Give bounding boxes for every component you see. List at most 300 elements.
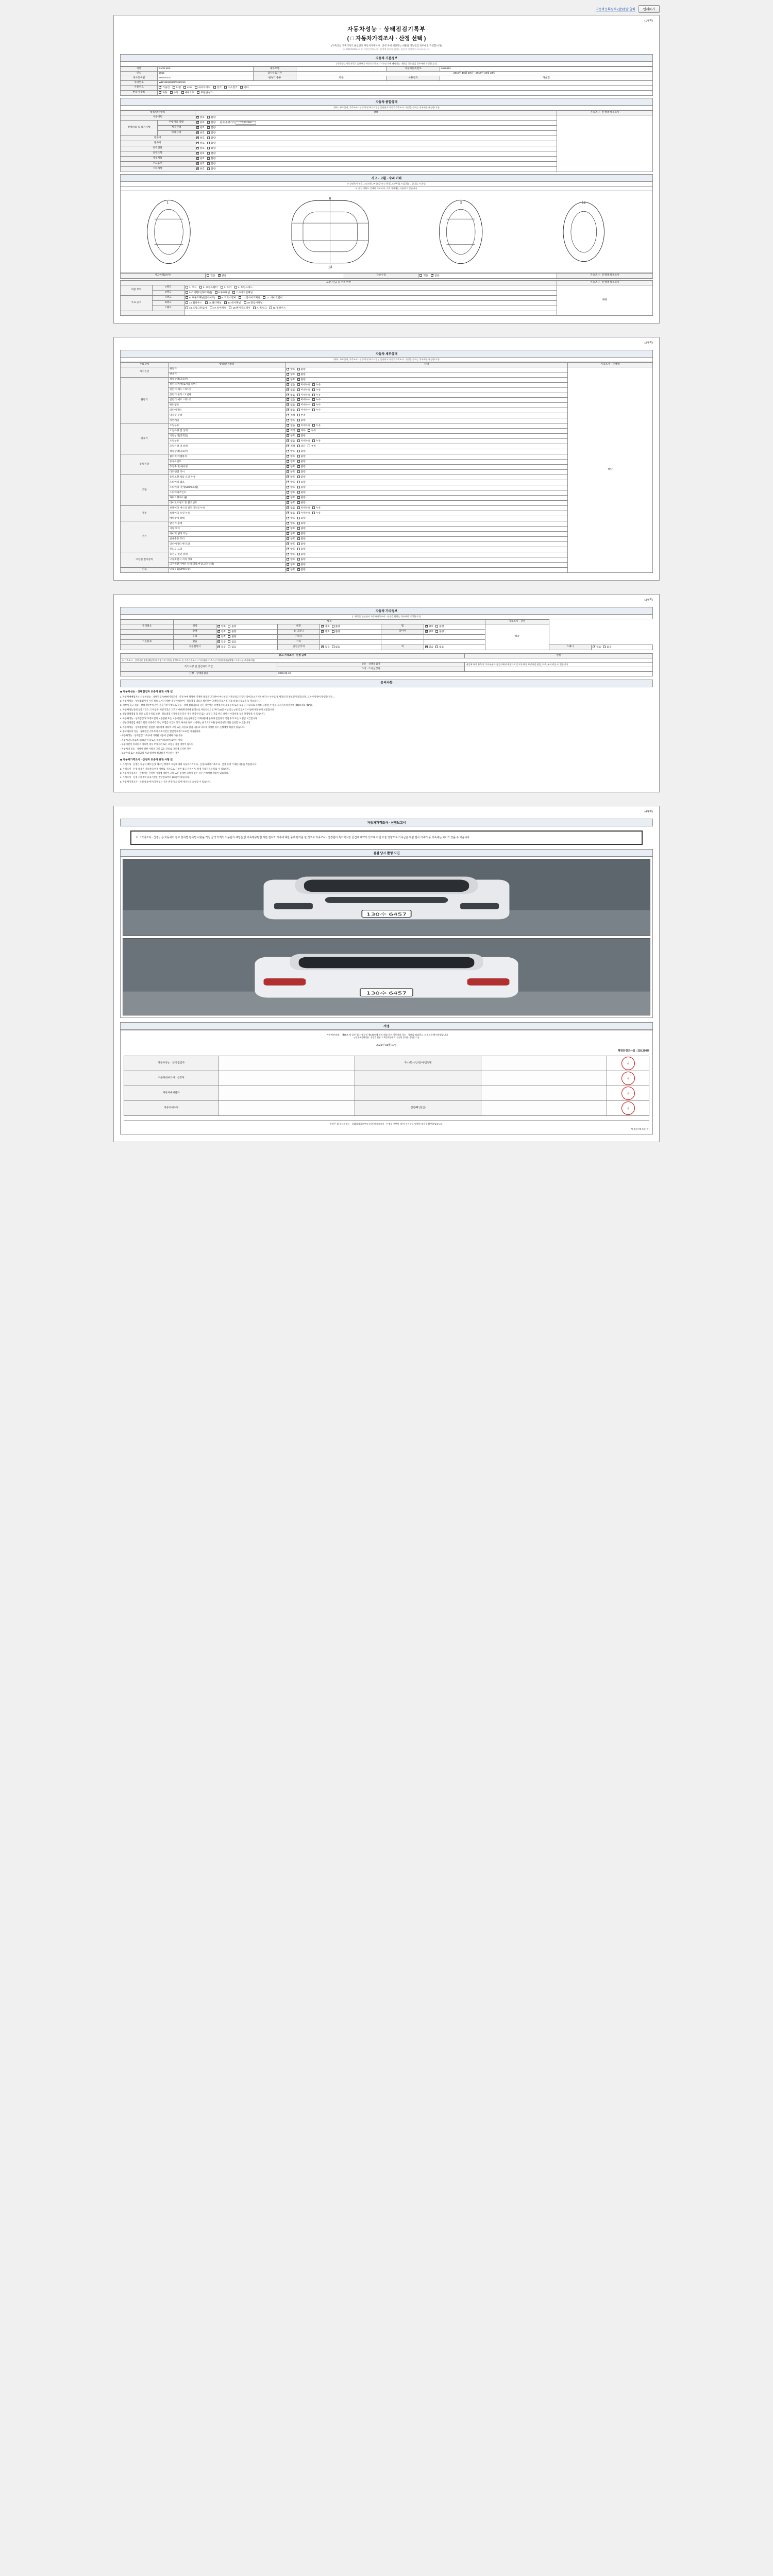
detail-item-label: 변속기: [168, 372, 285, 377]
other-opt-1[interactable]: 없음: [228, 640, 236, 644]
section-condition-note: (매도, 주요골격, 가죽조사 · 산정액 및 특가사업성 둘산단지 자동차가죽조사 · 산정을 원하는 경우에만 작성합니다): [120, 106, 653, 110]
detail-opt-0[interactable]: ✔ 적정: [287, 414, 295, 417]
detail-opt-0[interactable]: ✔ 양호: [287, 563, 295, 567]
detail-opt-1[interactable]: 불량: [297, 368, 306, 371]
other-opt-0[interactable]: ✔ 양호: [321, 625, 329, 629]
frame-items-3: [184, 300, 557, 306]
fuel-opt-0[interactable]: ✔ 가솔린: [159, 86, 170, 90]
detail-opt-0[interactable]: ✔ 양호: [287, 476, 295, 479]
instruction-bullet-1: ◦ 자동차인도일로부터 30일 이내 또는 주행거리 2천킬로미터 이내: [120, 738, 182, 741]
detail-item-label: 등속조인트: [168, 460, 285, 465]
detail-item-label: 시동 모터: [168, 527, 285, 532]
other-opt-0[interactable]: ✔ 있음: [321, 646, 329, 649]
detail-opt-0[interactable]: ✔ 적정: [287, 445, 295, 448]
detail-opt-1[interactable]: 불량: [297, 419, 306, 422]
cond-1-opt-1[interactable]: 불량: [207, 121, 215, 125]
fuel-opt-3[interactable]: 하이브리드: [195, 86, 210, 90]
price-title: 중고 가격조사 · 산정 금액: [121, 653, 465, 658]
other-opt-1[interactable]: 불량: [228, 625, 236, 629]
other-opt-1[interactable]: 없음: [332, 646, 340, 649]
accident-opt-no[interactable]: ✔ 없음: [218, 274, 226, 278]
cond-10-opt-0[interactable]: ✔ 양호: [196, 167, 205, 171]
detail-opt-1[interactable]: 미세누유: [297, 394, 311, 397]
repair-opt-yes[interactable]: 있음: [419, 274, 428, 278]
frame-item-0-1[interactable]: 2. 프론트휀더: [199, 286, 218, 290]
detail-opt-0[interactable]: ✔ 양호: [287, 419, 295, 422]
detail-opt-0[interactable]: ✔ 양호: [287, 558, 295, 562]
detail-opt-1[interactable]: 미세누유: [297, 512, 311, 515]
frame-extra-cell: [184, 311, 557, 315]
trans-opt-1[interactable]: 수동: [170, 91, 178, 95]
other-head-0: [121, 619, 174, 624]
signature-box: [120, 1030, 653, 1134]
other-opt-1[interactable]: 불량: [435, 630, 444, 634]
detail-opt-1[interactable]: 불량: [297, 465, 306, 469]
cond-4-opt-1[interactable]: 불량: [207, 137, 215, 140]
other-cell-options: [320, 645, 381, 650]
cond-10-opt-1[interactable]: 불량: [207, 167, 215, 171]
signature-text: 「자동차관리법」 제58조 및 같은 법 시행규칙 제120조에 따라 위와 같이 자동차의 성능 · 상태를 점검하고 그 결과를 확인하였습니다.: [324, 1033, 449, 1037]
detail-opt-1[interactable]: 불량: [297, 548, 306, 551]
instruction-item-2-3: 4. 가격조사 · 산정 기록부의 유효기간은 발급일로부터 120일 이내입니다.: [120, 776, 190, 779]
cond-3-opt-1[interactable]: 불량: [207, 131, 215, 135]
cond-0-opt-1[interactable]: 불량: [207, 116, 215, 120]
fuel-opt-2[interactable]: LPG: [183, 86, 192, 90]
repair-opt-no[interactable]: ✔ 없음: [431, 274, 439, 278]
fuel-options: [158, 85, 653, 90]
detail-opt-1[interactable]: 불량: [297, 486, 306, 489]
detail-opt-0[interactable]: ✔ 양호: [287, 460, 295, 464]
other-opt-1[interactable]: 불량: [435, 625, 444, 629]
detail-opt-0[interactable]: ✔ 양호: [287, 532, 295, 536]
detail-opt-0[interactable]: ✔ 없음: [287, 424, 295, 428]
instruction-bullet-2: ◦ 보증기간이 경과하지 아니한 경우 무상수리 또는 보험금 지급 대상이 됩니다: [120, 743, 194, 746]
cond-row-1-label: 주행거리 상태: [158, 120, 195, 125]
detail-opt-1[interactable]: 미세누유: [297, 388, 311, 392]
other-opt-1[interactable]: 불량: [228, 630, 236, 634]
basic-info-table: [120, 66, 653, 96]
label-inspection: 검사유효기간: [254, 71, 296, 76]
instruction-item-2-1: 2. 가격조사 · 산정 내용은 자동차의 현재 상태를 기준으로 산정한 참고 가격이며, 실제 거래가격과 다를 수 있습니다.: [120, 767, 230, 770]
signature-name-field[interactable]: [219, 1071, 355, 1086]
other-opt-0[interactable]: ✔ 있음: [593, 646, 601, 649]
detail-opt-0[interactable]: ✔ 양호: [287, 496, 295, 500]
frame-item-1-2[interactable]: 7.사이드실패널: [232, 291, 253, 295]
detail-opt-0[interactable]: ✔ 양호: [287, 553, 295, 556]
instruction-item-2-2: 3. 자동차가격조사 · 산정자는 산정한 가격에 대하여 고의 또는 중대한 과실이 있는 경우 손해배상 책임이 있습니다.: [120, 772, 229, 775]
detail-opt-1[interactable]: 불량: [297, 491, 306, 495]
detail-item-label: 실린더 헤드 / 개스킷: [168, 398, 285, 403]
other-opt-0[interactable]: ✔ 양호: [217, 630, 226, 634]
frame-item-3-0[interactable]: 12.휠하우스: [186, 301, 202, 305]
frame-item-4-1[interactable]: 17.리어패널: [210, 307, 226, 310]
detail-opt-2[interactable]: 누유: [312, 383, 321, 387]
signature-sub-label: [355, 1086, 481, 1101]
frame-item-0-2[interactable]: 3. 도어: [221, 286, 232, 290]
cond-9-opt-1[interactable]: 불량: [207, 162, 215, 166]
trans-opt-0[interactable]: ✔ 자동: [159, 91, 167, 95]
detail-opt-1[interactable]: 불량: [297, 470, 306, 474]
detail-item-label: 디퍼렌셜 기어: [168, 470, 285, 475]
cond-row-9-label: 주요옵션: [121, 161, 195, 166]
instructions-h2: ◈ 자동차가격조사 · 산정자 보증에 관한 사항 ②: [120, 758, 173, 761]
detail-item-options: [285, 382, 568, 387]
photo-front: [123, 859, 650, 936]
detail-opt-2[interactable]: 누유: [312, 388, 321, 392]
fuel-opt-6[interactable]: 기타: [240, 86, 248, 90]
detail-opt-0[interactable]: ✔ 양호: [287, 470, 295, 474]
detail-opt-0[interactable]: ✔ 양호: [287, 568, 295, 572]
cond-8-opt-1[interactable]: 불량: [207, 157, 215, 161]
detail-item-options: [285, 527, 568, 532]
other-cell-label: 타이어: [381, 629, 424, 634]
detail-opt-0[interactable]: ✔ 양호: [287, 543, 295, 546]
other-cell-options: [424, 624, 485, 629]
detail-opt-0[interactable]: ✔ 양호: [287, 481, 295, 484]
cond-6-opt-0[interactable]: ✔ 양호: [196, 147, 205, 150]
other-cell-options: [320, 624, 381, 629]
detail-opt-0[interactable]: ✔ 없음: [287, 409, 295, 412]
page-4: [113, 806, 660, 1142]
detail-opt-1[interactable]: 불량: [297, 476, 306, 479]
detail-opt-2[interactable]: 누유: [312, 506, 321, 510]
detail-opt-1[interactable]: 불량: [297, 527, 306, 531]
frame-repair-table: [120, 280, 653, 316]
other-body: [121, 624, 653, 650]
detail-opt-0[interactable]: ✔ 없음: [287, 394, 295, 397]
other-row-label: [121, 645, 174, 650]
detail-opt-1[interactable]: 불량: [297, 501, 306, 505]
detail-opt-0[interactable]: ✔ 양호: [287, 517, 295, 520]
accident-history-label: 사고이력(유/무): [121, 273, 206, 278]
other-cell-label: 없음: [174, 639, 216, 645]
detail-opt-0[interactable]: ✔ 양호: [287, 486, 295, 489]
section-detail-note: (매도, 주요골격, 가죽조사 · 산정액 및 특가사업성 둘산단지 자동차가죽조사 · 산정을 원하는 경우에만 작성합니다): [120, 358, 653, 362]
cond-5-opt-1[interactable]: 불량: [207, 142, 215, 145]
detail-opt-1[interactable]: 불량: [297, 563, 306, 567]
mileage-value[interactable]: 77,231 km: [236, 121, 256, 125]
other-opt-1[interactable]: 없음: [228, 646, 236, 649]
detail-opt-1[interactable]: 불량: [297, 537, 306, 541]
cond-row-1-group: 전체차의 및 특기사항: [121, 120, 158, 135]
detail-opt-1[interactable]: 미세누수: [297, 398, 311, 402]
frame-item-4-4[interactable]: B. 휠하우스: [270, 307, 285, 310]
cond-7-opt-0[interactable]: ✔ 양호: [196, 152, 205, 156]
detail-opt-1[interactable]: 불량: [297, 558, 306, 562]
detail-opt-1[interactable]: 불량: [297, 496, 306, 500]
detail-opt-0[interactable]: ✔ 양호: [287, 455, 295, 459]
detail-opt-0[interactable]: ✔ 적정: [287, 429, 295, 433]
detail-opt-1[interactable]: 미세누유: [297, 383, 311, 387]
detail-opt-0[interactable]: ✔ 양호: [287, 434, 295, 438]
accident-opt-yes[interactable]: 있음: [207, 274, 215, 278]
detail-opt-0[interactable]: ✔ 없음: [287, 439, 295, 443]
other-opt-1[interactable]: 없음: [435, 646, 444, 649]
frame-item-2-2[interactable]: 10.인사이드패널: [239, 296, 260, 300]
section-other-note: (□ 항목은 둘산단지 자동차가죽조사 · 산정을 원하는 경우에만 작성합니다): [120, 615, 653, 619]
other-cell-options: [592, 645, 653, 650]
cond-6-opt-1[interactable]: 불량: [207, 147, 215, 150]
detail-opt-2[interactable]: 누유: [312, 424, 321, 428]
detail-opt-2[interactable]: 누유: [312, 394, 321, 397]
detail-opt-0[interactable]: ✔ 양호: [287, 465, 295, 469]
signature-name-field[interactable]: [219, 1101, 355, 1116]
mileage-label: 현재 주행거리: [220, 121, 235, 124]
detail-opt-0[interactable]: ✔ 양호: [287, 450, 295, 453]
detail-opt-1[interactable]: 불량: [297, 522, 306, 526]
frame-item-2-3[interactable]: 11. 사이드멤버: [263, 296, 282, 300]
frame-rank-2: A랭크: [152, 295, 184, 300]
detail-group-3: 동력전달: [121, 454, 169, 475]
instruction-item-1-1: 2. 자동차성능 · 상태점검자가 거짓 정보 고지(기재)한 경우에 대하여 · 성능점검 내용을 확인하여 고객의 정보거짓 정보 보장/지급보험 등 적용합니다.: [120, 699, 261, 702]
trans-opt-3[interactable]: 무단변속기: [197, 91, 212, 95]
frame-item-2-0[interactable]: 8. 프론트패널(인사이드): [186, 296, 215, 300]
other-opt-1[interactable]: 불량: [332, 630, 340, 634]
other-opt-0[interactable]: ✔ 양호: [321, 630, 329, 634]
detail-opt-1[interactable]: 불량: [297, 481, 306, 484]
cond-row-6-label: 동력전달: [121, 146, 195, 151]
other-row-label: 기본품목: [121, 639, 174, 645]
price-left-label: 특기사항 및 점검자의 조언: [121, 663, 277, 672]
cond-row-1-opts: [195, 120, 557, 125]
other-cell-options: [216, 645, 277, 650]
frame-item-1-1[interactable]: 6.루프패널: [215, 291, 230, 295]
detail-item-options: [285, 460, 568, 465]
report-framebox: ※ 「가죽조사 · 산정」은 자동차가 정보 항목별 항목별 사항을 적정 금액 가격적 적용문의 해당은 값 가죽제공방법 라한 절차와 가죽에 대한 중개 평가를 한 것으로 가죽조사 · 산정한다 특가학식당 물건에 계약의 있으며 다만 기술 영향으로 가죽금은 부담 절차 가죽가 등 가죽에는 차이가 있을 수 있습니다.: [130, 831, 643, 845]
detail-item-options: [285, 398, 568, 403]
price-unit: 만원: [465, 653, 653, 658]
detail-item-options: [285, 429, 568, 434]
frame-item-0-0[interactable]: 1. 후드: [186, 286, 197, 290]
signature-sub-field[interactable]: [481, 1086, 607, 1101]
fuel-opt-4[interactable]: 전기: [213, 86, 222, 90]
detail-opt-0[interactable]: ✔ 없음: [287, 398, 295, 402]
detail-opt-1[interactable]: 불량: [297, 460, 306, 464]
detail-item-label: 충전구 절연 상태: [168, 552, 285, 557]
detail-opt-0[interactable]: ✔ 양호: [287, 537, 295, 541]
frame-extra-label: [121, 311, 184, 315]
other-cell-label: 유리: [174, 634, 216, 639]
detail-group-8: 연료: [121, 567, 169, 572]
detail-opt-2[interactable]: 누수: [312, 403, 321, 407]
other-opt-0[interactable]: ✔ 있음: [425, 646, 433, 649]
fuel-opt-5[interactable]: 수소전기: [224, 86, 238, 90]
detail-opt-2[interactable]: 부족: [308, 429, 316, 433]
cond-8-opt-0[interactable]: ✔ 양호: [196, 157, 205, 161]
other-opt-0[interactable]: ✔ 있음: [217, 646, 226, 649]
photo-rear: [123, 938, 650, 1015]
detail-opt-0[interactable]: ✔ 없음: [287, 388, 295, 392]
detail-opt-0[interactable]: ✔ 없음: [287, 512, 295, 515]
other-cell-label: 스패너: [549, 645, 592, 650]
page-3-mark: (3/4쪽): [644, 598, 653, 602]
cond-7-opt-1[interactable]: 불량: [207, 152, 215, 156]
detail-opt-0[interactable]: ✔ 양호: [287, 373, 295, 377]
section-other-title: 자동차 기타정보: [120, 607, 653, 615]
seal-icon: 인: [621, 1072, 635, 1085]
cond-4-opt-0[interactable]: ✔ 양호: [196, 137, 205, 140]
label-first-reg: 최초등록일: [121, 76, 158, 80]
frame-rank-1: 2랭크: [152, 290, 184, 295]
price-date-value: 2026-03-10: [277, 672, 652, 676]
detail-item-options: [285, 562, 568, 567]
signature-name-field[interactable]: [219, 1056, 355, 1071]
instruction-item-1-4: 5. 성능상태점검 및 보증 보험 수리를 보장 · 성능점검 기재내용과 다른 경우 보증수리 또는 보험금 지급 한도 내에서 수리비용 등을 보장받을 수 있습니다.: [120, 713, 265, 716]
section-accident-title: 사고 · 교환 · 수리 이력: [120, 174, 653, 182]
other-opt-0[interactable]: ✔ 양호: [217, 625, 226, 629]
detail-opt-1[interactable]: 미세누수: [297, 409, 311, 412]
signature-sub-field[interactable]: [481, 1056, 607, 1071]
detail-opt-2[interactable]: 부족: [308, 445, 316, 448]
detail-opt-1[interactable]: 불량: [297, 543, 306, 546]
signature-sub-field[interactable]: [481, 1071, 607, 1086]
cond-3-opt-0[interactable]: ✔ 양호: [196, 131, 205, 135]
other-opt-1[interactable]: 없음: [603, 646, 611, 649]
detail-opt-0[interactable]: ✔ 양호: [287, 548, 295, 551]
frame-item-0-3[interactable]: 4. 트렁크리드: [234, 286, 253, 290]
detail-opt-1[interactable]: 과다: [297, 429, 306, 433]
price-table: [120, 653, 653, 676]
frame-item-2-1[interactable]: 9. 크로스멤버: [218, 296, 237, 300]
frame-item-3-3[interactable]: 15.플로어패널: [244, 301, 263, 305]
signature-name-field[interactable]: [219, 1086, 355, 1101]
detail-opt-0[interactable]: ✔ 양호: [287, 522, 295, 526]
detail-opt-2[interactable]: 누수: [312, 409, 321, 412]
detail-opt-0[interactable]: ✔ 없음: [287, 403, 295, 407]
trans-opt-2[interactable]: 세미오토: [181, 91, 195, 95]
frame-item-3-2[interactable]: 14.대시패널: [224, 301, 241, 305]
detail-opt-1[interactable]: 불량: [297, 532, 306, 536]
cond-9-opt-0[interactable]: ✔ 양호: [196, 162, 205, 166]
detail-item-label: 오일유량 및 상태: [168, 429, 285, 434]
label-carname: 차명: [121, 67, 158, 72]
detail-item-label: 브레이크 마스터 실린더오일 누유: [168, 506, 285, 511]
signature-note: (□상품조정확인용 · 산정을 원한 그 확인하였다고 · 산정한 결과를 기록합니다): [354, 1037, 419, 1039]
detail-item-options: [285, 418, 568, 423]
other-opt-0[interactable]: ✔ 있음: [217, 640, 226, 644]
cond-row-3-opts: [195, 130, 557, 135]
detail-item-options: [285, 413, 568, 418]
detail-opt-1[interactable]: 불량: [297, 373, 306, 377]
label-year: 연식: [121, 71, 158, 76]
detail-opt-1[interactable]: 미세누수: [297, 403, 311, 407]
detail-table: [120, 362, 653, 573]
cond-1-opt-0[interactable]: ✔ 양호: [196, 121, 205, 125]
detail-opt-2[interactable]: 누유: [312, 439, 321, 443]
detail-group-1: 원동기: [121, 377, 169, 423]
other-row: [121, 634, 653, 639]
cond-row-9-opts: [195, 161, 557, 166]
detail-opt-0[interactable]: ✔ 양호: [287, 491, 295, 495]
frame-item-4-3[interactable]: A. 트렁크: [253, 307, 267, 310]
frame-items-2: [184, 295, 557, 300]
detail-item-options: [285, 475, 568, 480]
detail-opt-1[interactable]: 미세누유: [297, 506, 311, 510]
page-3: [113, 594, 660, 792]
other-row: [121, 639, 653, 645]
detail-opt-2[interactable]: 누수: [312, 398, 321, 402]
page-1-mark: (1/4쪽): [644, 20, 653, 23]
detail-item-label: 배력장치 상태: [168, 516, 285, 521]
detail-opt-0[interactable]: ✔ 양호: [287, 378, 295, 382]
detail-item-label: 실린더 커버(로커암 커버): [168, 382, 285, 387]
frame-item-3-1[interactable]: 13.필러패널: [205, 301, 222, 305]
cond-5-opt-0[interactable]: ✔ 양호: [196, 142, 205, 145]
signature-sub-field[interactable]: [481, 1101, 607, 1116]
frame-item-4-0[interactable]: 16.트렁크플로어: [186, 307, 207, 310]
cond-2-opt-1[interactable]: 불량: [207, 126, 215, 130]
other-cell-options: [320, 634, 381, 639]
signature-row: [124, 1071, 649, 1086]
detail-item-options: [285, 434, 568, 439]
other-opt-0[interactable]: ✔ 양호: [217, 635, 226, 639]
detail-opt-0[interactable]: ✔ 없음: [287, 506, 295, 510]
detail-opt-0[interactable]: ✔ 양호: [287, 501, 295, 505]
detail-opt-1[interactable]: 불량: [297, 455, 306, 459]
detail-opt-1[interactable]: 부족: [297, 414, 306, 417]
frame-item-1-0[interactable]: 5.리어휀더(쿼터패널): [186, 291, 212, 295]
other-opt-1[interactable]: 불량: [332, 625, 340, 629]
signature-sub-label: 점검/확인/(인): [355, 1101, 481, 1116]
detail-item-options: [285, 521, 568, 527]
detail-opt-0[interactable]: ✔ 없음: [287, 383, 295, 387]
detail-item-label: 타이로드엔드 및 볼조인트: [168, 501, 285, 506]
other-cell-label: 외장: [174, 624, 216, 629]
detail-opt-1[interactable]: 과다: [297, 445, 306, 448]
other-opt-0[interactable]: ✔ 양호: [425, 625, 433, 629]
detail-opt-1[interactable]: 불량: [297, 434, 306, 438]
value-first-reg: 2015-02-27: [158, 76, 254, 80]
other-opt-1[interactable]: 불량: [228, 635, 236, 639]
detail-opt-1[interactable]: 불량: [297, 517, 306, 520]
fee-row: [124, 1049, 649, 1053]
cond-2-opt-0[interactable]: ✔ 양호: [196, 126, 205, 130]
section-accident-note1: ※ 상태표시 부호 : X (교환), W (판금 또는 용접), C (부식), A (긁힘), U (요철), T (손상): [120, 182, 653, 187]
detail-group-0: 자기진단: [121, 367, 169, 377]
detail-opt-1[interactable]: 불량: [297, 553, 306, 556]
other-opt-0[interactable]: ✔ 양호: [425, 630, 433, 634]
detail-opt-0[interactable]: ✔ 양호: [287, 527, 295, 531]
detail-item-options: [285, 496, 568, 501]
other-row-label: [121, 634, 174, 639]
value-submodel: [296, 67, 386, 72]
doc-footnote: ※ 2068쪽0045 호 ※ 차량인상단소서 · 산정액 항산정 법에는 점검 후 항목만의 아니다습니다.: [343, 48, 430, 50]
detail-item-options: [285, 393, 568, 398]
instruction-bullet-3: ◦ 자동차의 성능 · 상태에 관한 사항을 고의 또는 과실로 다르게 고지한 경우: [120, 747, 191, 750]
detail-opt-1[interactable]: 미세누유: [297, 439, 311, 443]
detail-opt-1[interactable]: 불량: [297, 378, 306, 382]
detail-opt-1[interactable]: 불량: [297, 568, 306, 572]
detail-item-label: 동력조향 작동 오일 누유: [168, 475, 285, 480]
other-cell-label: 광택: [174, 629, 216, 634]
fuel-opt-1[interactable]: 디젤: [173, 86, 181, 90]
toolbar: [113, 5, 660, 13]
registry-link[interactable]: 자동차등록원부 (갑)열람 출력: [595, 8, 635, 11]
detail-opt-1[interactable]: 불량: [297, 450, 306, 453]
detail-item-options: [285, 516, 568, 521]
detail-opt-1[interactable]: 미세누유: [297, 424, 311, 428]
detail-opt-2[interactable]: 누유: [312, 512, 321, 515]
instruction-bullet-4: ◦ 보증수리 또는 보험금의 지급 대상에 해당하지 아니하는 경우: [120, 752, 179, 755]
price-row-1-label: 가격 · 조사산정자: [277, 667, 465, 672]
detail-item-label: 브레이크 오일 누유: [168, 511, 285, 516]
detail-item-options: [285, 449, 568, 454]
print-button[interactable]: 인쇄하기: [638, 5, 660, 13]
detail-opt-0[interactable]: ✔ 양호: [287, 368, 295, 371]
other-row: [121, 624, 653, 629]
cond-0-opt-0[interactable]: ✔ 양호: [196, 116, 205, 120]
frame-item-4-2[interactable]: 18.패키지트레이: [229, 307, 250, 310]
